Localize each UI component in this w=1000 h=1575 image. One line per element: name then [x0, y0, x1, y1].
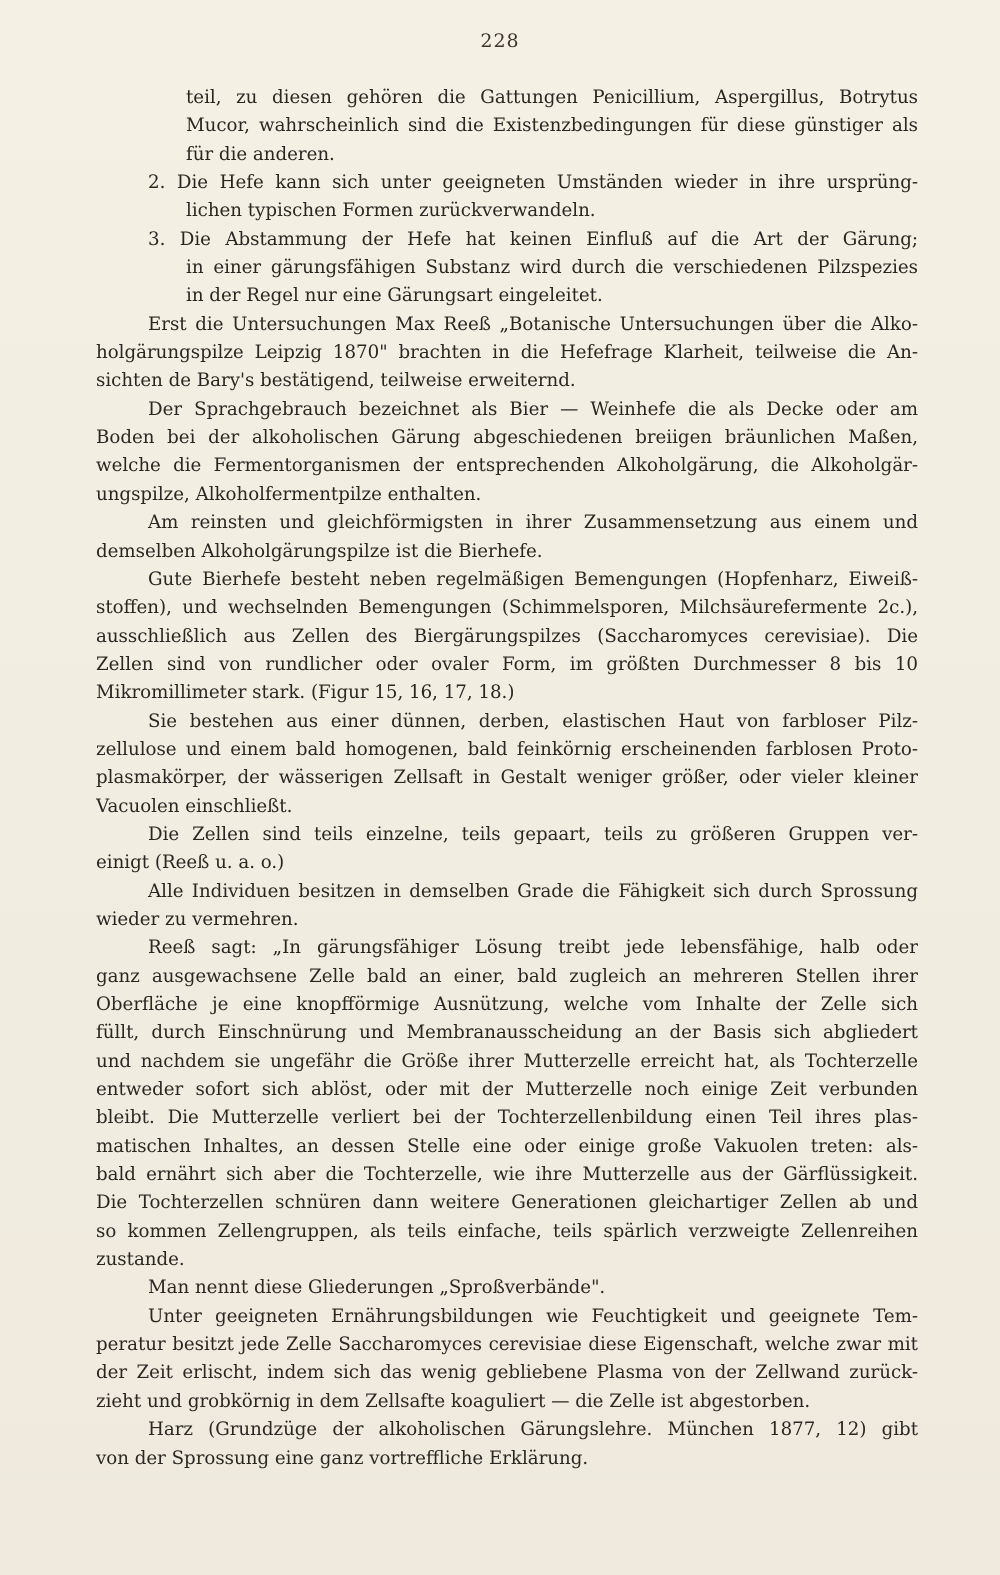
text-line: holgärungspilze Leipzig 1870" brachten in die Hefefrage Klarheit, teilweise die An- — [96, 342, 918, 364]
text-line: sichten de Bary's bestätigend, teilweise erweiternd. — [96, 370, 576, 392]
text-line: matischen Inhaltes, an dessen Stelle eine oder einige große Vakuolen treten: als- — [96, 1135, 918, 1157]
text-line: Die Tochterzellen schnüren dann weitere Generationen gleichartiger Zellen ab und — [96, 1192, 918, 1214]
text-line: Erst die Untersuchungen Max Reeß „Botanische Untersuchungen über die Alko- — [148, 313, 918, 335]
text-line: Harz (Grundzüge der alkoholischen Gärungslehre. München 1877, 12) gibt — [148, 1419, 918, 1441]
text-line: für die anderen. — [186, 143, 335, 165]
text-line: Unter geeigneten Ernährungsbildungen wie Feuchtigkeit und geeignete Tem- — [148, 1305, 918, 1327]
text-line: Oberfläche je eine knopfförmige Ausnützung, welche vom Inhalte der Zelle sich — [96, 994, 918, 1015]
text-line: von der Sprossung eine ganz vortreffliche Erklärung. — [96, 1447, 589, 1469]
text-line: Sie bestehen aus einer dünnen, derben, elastischen Haut von farbloser Pilz- — [148, 710, 918, 732]
text-line: Die Zellen sind teils einzelne, teils gepaart, teils zu größeren Gruppen ver- — [148, 823, 918, 845]
text-line: zellulose und einem bald homogenen, bald feinkörnig erscheinenden farblosen Proto- — [96, 738, 918, 760]
text-line: in einer gärungsfähigen Substanz wird durch die verschiedenen Pilzspezies — [186, 257, 918, 279]
text-line: ungspilze, Alkoholfermentpilze enthalten. — [96, 483, 482, 505]
text-line: zieht und grobkörnig in dem Zellsafte koaguliert — die Zelle ist abgestorben. — [96, 1390, 811, 1412]
text-line: wieder zu vermehren. — [96, 908, 299, 930]
text-line: teil, zu diesen gehören die Gattungen Penicillium, Aspergillus, Botrytus — [186, 87, 918, 108]
text-line: Der Sprachgebrauch bezeichnet als Bier — Weinhefe die als Decke oder am — [148, 398, 918, 420]
text-line: peratur besitzt jede Zelle Saccharomyces cerevisiae diese Eigenschaft, welche zwar mit — [96, 1334, 918, 1356]
text-line: der Zeit erlischt, indem sich das wenig gebliebene Plasma von der Zellwand zurück- — [96, 1362, 918, 1384]
text-line: 3. Die Abstammung der Hefe hat keinen Einfluß auf die Art der Gärung; — [148, 228, 918, 250]
text-line: welche die Fermentorganismen der entsprechenden Alkoholgärung, die Alkoholgär- — [96, 455, 918, 477]
text-line: Alle Individuen besitzen in demselben Grade die Fähigkeit sich durch Sprossung — [148, 880, 918, 902]
text-line: Reeß sagt: „In gärungsfähiger Lösung treibt jede lebensfähige, halb oder — [148, 937, 918, 959]
text-line: Mikromillimeter stark. (Figur 15, 16, 17, 18.) — [96, 682, 515, 704]
text-line: plasmakörper, der wässerigen Zellsaft in Gestalt weniger größer, oder vieler kleiner — [96, 767, 918, 789]
text-line: in der Regel nur eine Gärungsart eingeleitet. — [186, 285, 603, 307]
text-line: füllt, durch Einschnürung und Membranausscheidung an der Basis sich abgliedert — [96, 1022, 918, 1044]
text-line: ganz ausgewachsene Zelle bald an einer, bald zugleich an mehreren Stellen ihrer — [96, 965, 918, 987]
text-line: Man nennt diese Gliederungen „Sproßverbände". — [148, 1277, 606, 1299]
text-line: bleibt. Die Mutterzelle verliert bei der Tochterzellenbildung einen Teil ihres plas- — [96, 1107, 918, 1129]
text-line: Mucor, wahrscheinlich sind die Existenzbedingungen für diese günstiger als — [186, 115, 918, 137]
text-line: und nachdem sie ungefähr die Größe ihrer Mutterzelle erreicht hat, als Tochterzelle — [96, 1050, 918, 1072]
text-line: 2. Die Hefe kann sich unter geeigneten Umständen wieder in ihre ursprüng- — [148, 172, 918, 194]
text-line: entweder sofort sich ablöst, oder mit der Mutterzelle noch einige Zeit verbunden — [96, 1079, 918, 1101]
text-line: lichen typischen Formen zurückverwandeln. — [186, 200, 596, 222]
text-line: ausschließlich aus Zellen des Biergärungspilzes (Saccharomyces cerevisiae). Die — [96, 625, 918, 647]
text-line: Boden bei der alkoholischen Gärung abgeschiedenen breiigen bräunlichen Maßen, — [96, 427, 918, 449]
page-number: 228 — [480, 30, 520, 52]
text-line: zustande. — [96, 1249, 185, 1271]
body-text — [96, 84, 918, 1473]
text-line: so kommen Zellengruppen, als teils einfache, teils spärlich verzweigte Zellenreihen — [96, 1220, 918, 1242]
text-line: Zellen sind von rundlicher oder ovaler Form, im größten Durchmesser 8 bis 10 — [96, 653, 918, 675]
text-line: stoffen), und wechselnden Bemengungen (Schimmelsporen, Milchsäurefermente 2c.), — [96, 597, 918, 619]
text-line: demselben Alkoholgärungspilze ist die Bierhefe. — [96, 540, 543, 562]
text-line: Am reinsten und gleichförmigsten in ihrer Zusammensetzung aus einem und — [148, 512, 918, 534]
text-line: bald ernährt sich aber die Tochterzelle, wie ihre Mutterzelle aus der Gärflüssigkeit. — [96, 1164, 918, 1186]
text-line: Gute Bierhefe besteht neben regelmäßigen Bemengungen (Hopfenharz, Eiweiß- — [148, 568, 918, 590]
text-line: einigt (Reeß u. a. o.) — [96, 852, 285, 874]
text-line: Vacuolen einschließt. — [96, 795, 293, 817]
